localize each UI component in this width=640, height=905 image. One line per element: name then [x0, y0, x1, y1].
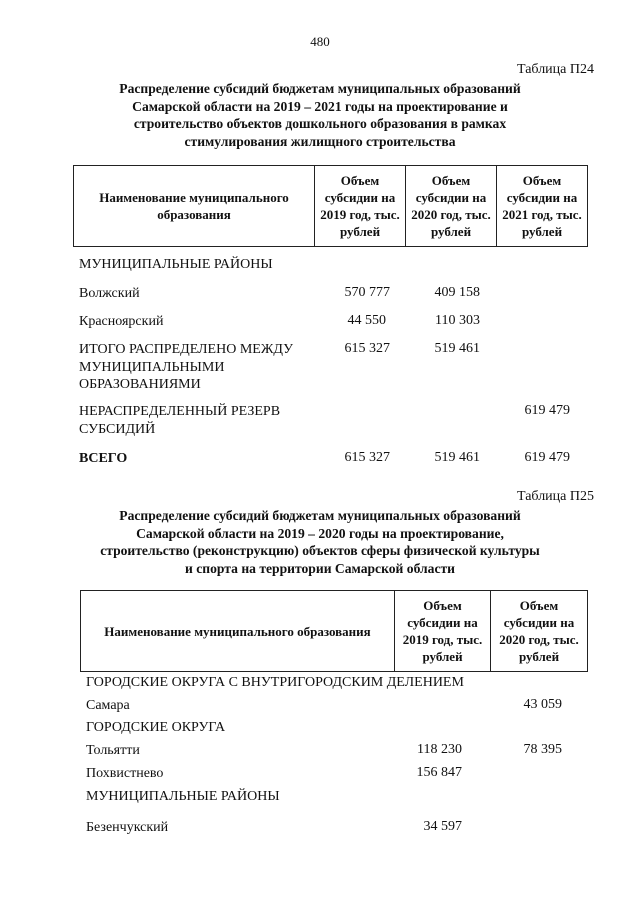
cell-2020: 110 303 [435, 313, 480, 328]
section-municipal-districts: МУНИЦИПАЛЬНЫЕ РАЙОНЫ [79, 257, 273, 272]
cell-2021: 619 479 [524, 450, 570, 465]
cell-2019: 615 327 [344, 450, 390, 465]
title-line: Распределение субсидий бюджетам муниципальных образований [119, 508, 521, 523]
cell-2020: 409 158 [434, 285, 480, 300]
header-2019: Объем субсидии на 2019 год, тыс. рублей [402, 598, 483, 664]
cell-2019: 44 550 [347, 313, 386, 328]
table-row-name: НЕРАСПРЕДЕЛЕННЫЙ РЕЗЕРВ СУБСИДИЙ [79, 404, 281, 437]
table-row-name: ИТОГО РАСПРЕДЕЛЕНО МЕЖДУ МУНИЦИПАЛЬНЫМИ ОБРАЗОВАНИЯМИ [79, 342, 293, 392]
cell-2020: 78 395 [523, 742, 562, 757]
cell-2019: 156 847 [416, 765, 462, 780]
table-row-name: Самара [86, 698, 130, 713]
title-line: Распределение субсидий бюджетам муниципальных образований [119, 81, 521, 96]
header-2021: Объем субсидии на 2021 год, тыс. рублей [502, 173, 582, 239]
header-2019: Объем субсидии на 2019 год, тыс. рублей [320, 173, 400, 239]
page-number: 480 [310, 34, 330, 49]
title-line: Самарской области на 2019 – 2020 годы на проектирование, [136, 525, 504, 541]
table-header-p24 [73, 165, 588, 247]
title-line: строительство (реконструкцию) объектов сферы физической культуры [100, 543, 540, 558]
cell-2021: 619 479 [524, 403, 570, 418]
cell-2019: 570 777 [344, 285, 390, 300]
cell-2020: 519 461 [434, 341, 480, 356]
cell-2019: 34 597 [423, 819, 462, 834]
table-label-p24: Таблица П24 [517, 62, 594, 77]
table-row-name: Волжский [79, 286, 140, 301]
table-title-p25 [70, 507, 570, 577]
title-line: Самарской области на 2019 – 2021 годы на проектирование и [132, 98, 508, 114]
table-row-name: Похвистнево [86, 766, 164, 781]
header-name: Наименование муниципального образования [99, 190, 289, 222]
table-row-name: Безенчукский [86, 820, 169, 835]
table-label-p25: Таблица П25 [517, 489, 594, 504]
header-2020: Объем субсидии на 2020 год, тыс. рублей [499, 598, 579, 664]
cell-2019: 118 230 [417, 742, 462, 757]
table-title-p24 [70, 80, 570, 150]
cell-2020: 43 059 [523, 697, 562, 712]
title-line: стимулирования жилищного строительства [184, 133, 456, 149]
section-urban-districts-with-division: ГОРОДСКИЕ ОКРУГА С ВНУТРИГОРОДСКИМ ДЕЛЕНИЕМ [86, 675, 464, 690]
cell-2019: 615 327 [344, 341, 390, 356]
table-row-name: Тольятти [86, 743, 140, 758]
header-2020: Объем субсидии на 2020 год, тыс. рублей [411, 173, 491, 239]
section-urban-districts: ГОРОДСКИЕ ОКРУГА [86, 720, 226, 735]
table-header-p25 [80, 590, 588, 672]
table-row-name: Красноярский [79, 314, 164, 329]
section-municipal-districts: МУНИЦИПАЛЬНЫЕ РАЙОНЫ [86, 789, 280, 804]
title-line: и спорта на территории Самарской области [185, 560, 455, 576]
cell-2020: 519 461 [434, 450, 480, 465]
header-name: Наименование муниципального образования [104, 623, 371, 639]
table-row-name: ВСЕГО [79, 451, 128, 466]
title-line: строительство объектов дошкольного образования в рамках [133, 116, 507, 131]
